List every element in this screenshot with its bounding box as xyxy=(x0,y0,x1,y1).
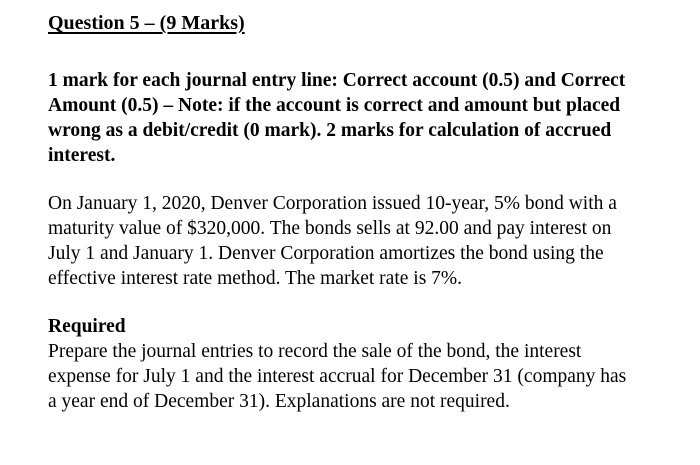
question-document xyxy=(48,8,678,414)
required-label: Required xyxy=(48,316,126,337)
scenario-text: On January 1, 2020, Denver Corporation issued 10-year, 5% bond with a maturity value of $320,000. The bonds sells at 92.00 and pay interest on July 1 and January 1. Denver Corporation amortizes the bond using the effective interest rate method. The market rate is 7%. xyxy=(48,193,617,289)
required-text: Prepare the journal entries to record the sale of the bond, the interest expense for July 1 and the interest accrual for December 31 (company has a year end of December 31). Explanations are not required. xyxy=(48,341,627,412)
marking-scheme: 1 mark for each journal entry line: Correct account (0.5) and Correct Amount (0.5) – Note: if the account is correct and amount but placed wrong as a debit/credit (0 mark). 2 marks for calculation of accrued interest. xyxy=(48,70,626,166)
question-heading: Question 5 – (9 Marks) xyxy=(48,12,245,34)
